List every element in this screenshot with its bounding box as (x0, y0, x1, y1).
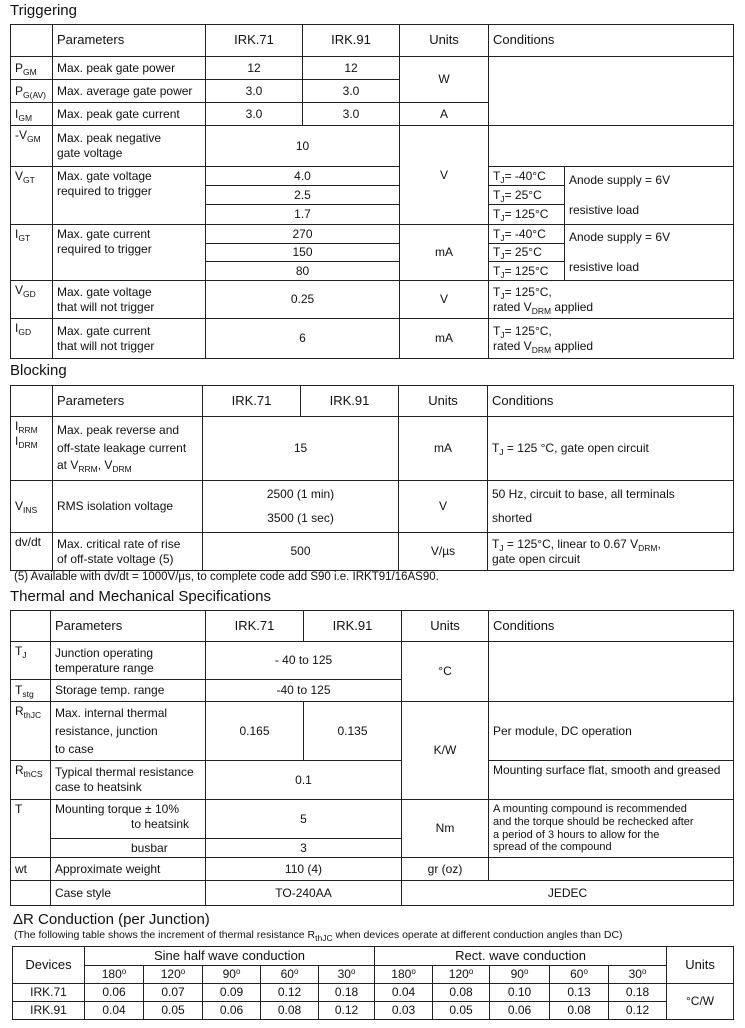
value: 0.1 (206, 761, 402, 800)
blocking-table (10, 385, 734, 571)
description: Storage temp. range (51, 680, 206, 702)
description: Max. gate current that will not trigger (53, 319, 206, 359)
description: Max. gate voltage that will not trigger (53, 281, 206, 319)
table-row (11, 761, 734, 800)
description: Case style (51, 881, 206, 906)
header-row (11, 25, 734, 57)
value: 15 (203, 417, 399, 481)
angle-header: 180$^o$ (375, 966, 433, 984)
value: 3 (206, 839, 402, 858)
symbol: $I_{GM}$ (11, 103, 53, 126)
section-title-dr-conduction: ΔR Conduction (per Junction) (13, 911, 210, 928)
condition: Per module, DC operation (489, 702, 734, 761)
value: 0.18 (319, 984, 375, 1002)
symbol: $P_{G(AV)}$ (11, 80, 53, 103)
symbol: $I_{GT}$ (11, 225, 53, 281)
condition: 50 Hz, circuit to base, all terminals shorted (488, 481, 734, 533)
table-row (11, 167, 734, 186)
irk71-header: IRK.71 (206, 611, 304, 642)
devices-header: Devices (13, 947, 85, 984)
temperature-condition: $T_J= -40^\circ C$ (489, 167, 565, 186)
symbol: $I_{GD}$ (11, 319, 53, 359)
table-row (13, 1002, 734, 1020)
value: 0.05 (433, 1002, 490, 1020)
angle-row (13, 966, 734, 984)
value: 0.03 (375, 1002, 433, 1020)
temperature-condition: $T_J= 25^\circ C$ (489, 244, 565, 262)
unit: Nm (402, 800, 489, 858)
conditions-cell (489, 126, 734, 167)
device: IRK.71 (13, 984, 85, 1002)
value: 0.08 (261, 1002, 319, 1020)
angle-header: 90$^o$ (490, 966, 550, 984)
description: RMS isolation voltage (53, 481, 203, 533)
value: 1.7 (206, 205, 400, 225)
unit: mA (400, 319, 489, 359)
description: Max. peak reverse and off-state leakage current at $V_{RRM}$, $V_{DRM}$ (53, 417, 203, 481)
unit: V (400, 126, 489, 225)
value: 0.25 (206, 281, 400, 319)
unit: K/W (402, 702, 489, 800)
unit: V (400, 281, 489, 319)
value: 2500 (1 min) 3500 (1 sec) (203, 481, 399, 533)
description: Max. gate voltage required to trigger (53, 167, 206, 225)
value: 3.0 (206, 103, 303, 126)
temperature-condition: $T_J= 125^\circ C$ (489, 205, 565, 225)
value: 150 (206, 244, 400, 262)
section-title-blocking: Blocking (10, 362, 67, 379)
value: 6 (206, 319, 400, 359)
conditions-header: Conditions (489, 611, 734, 642)
dr-conduction-table (12, 946, 734, 1020)
irk91-header: IRK.91 (301, 386, 399, 417)
irk91-header: IRK.91 (303, 25, 400, 57)
conditions-header: Conditions (489, 25, 734, 57)
conditions-cell (489, 858, 734, 881)
temperature-condition: $T_J= 125^\circ C$ (489, 262, 565, 281)
table-row (11, 481, 734, 533)
value: 500 (203, 533, 399, 571)
angle-header: 30$^o$ (319, 966, 375, 984)
value: 3.0 (303, 80, 400, 103)
value: -40 to 125 (206, 680, 402, 702)
units-header: Units (400, 25, 489, 57)
value: 80 (206, 262, 400, 281)
value: 0.18 (609, 984, 667, 1002)
symbol: $R_{thJC}$ (11, 702, 51, 761)
value: 0.10 (490, 984, 550, 1002)
symbol: $R_{thCS}$ (11, 761, 51, 800)
symbol: $I_{RRM}$ $I_{DRM}$ (11, 417, 53, 481)
value: 110 (4) (206, 858, 402, 881)
description: Max. internal thermal resistance, junction to case (51, 702, 206, 761)
angle-header: 60$^o$ (261, 966, 319, 984)
value: 0.08 (433, 984, 490, 1002)
table-row (11, 417, 734, 481)
value: 0.06 (490, 1002, 550, 1020)
condition: JEDEC (402, 881, 734, 906)
table-row (11, 702, 734, 761)
condition: $T_J= 125^\circ C$, rated $V_{DRM}$ applied (489, 319, 734, 359)
unit: V (399, 481, 488, 533)
description: Max. peak gate power (53, 57, 206, 80)
unit: W (400, 57, 489, 103)
table-row (11, 642, 734, 680)
unit: °C (402, 642, 489, 702)
header-row (11, 611, 734, 642)
value: 0.04 (85, 1002, 144, 1020)
value: 0.13 (550, 984, 609, 1002)
description: Max. peak negative gate voltage (53, 126, 206, 167)
table-row (13, 984, 734, 1002)
value: 0.12 (319, 1002, 375, 1020)
table-row (11, 57, 734, 80)
device: IRK.91 (13, 1002, 85, 1020)
value: 0.12 (609, 1002, 667, 1020)
irk71-header: IRK.71 (206, 25, 303, 57)
symbol: $V_{GD}$ (11, 281, 53, 319)
symbol: $V_{INS}$ (11, 481, 53, 533)
value: 12 (206, 57, 303, 80)
value: 0.09 (203, 984, 261, 1002)
irk71-header: IRK.71 (203, 386, 301, 417)
angle-header: 120$^o$ (433, 966, 490, 984)
parameters-header: Parameters (53, 25, 206, 57)
symbol: dv/dt (11, 533, 53, 571)
condition: $T_J= 125^\circ C$, rated $V_{DRM}$ applied (489, 281, 734, 319)
conditions-cell (489, 642, 734, 702)
value: 4.0 (206, 167, 400, 186)
table-row (11, 319, 734, 359)
value: 3.0 (303, 103, 400, 126)
value: 0.05 (144, 1002, 203, 1020)
value: 0.135 (304, 702, 402, 761)
condition: Mounting surface flat, smooth and greased (489, 761, 734, 800)
table-row (11, 225, 734, 244)
symbol: $T_{stg}$ (11, 680, 51, 702)
header-row (13, 947, 734, 966)
condition: $T_J = 125$ °C, gate open circuit (488, 417, 734, 481)
angle-header: 30$^o$ (609, 966, 667, 984)
temperature-condition: $T_J= -40^\circ C$ (489, 225, 565, 244)
unit: mA (400, 225, 489, 281)
thermal-table (10, 610, 734, 906)
value: 0.165 (206, 702, 304, 761)
symbol: $T_J$ (11, 642, 51, 680)
section-title-triggering: Triggering (10, 2, 77, 19)
unit: gr (oz) (402, 858, 489, 881)
section-title-thermal: Thermal and Mechanical Specifications (10, 588, 271, 605)
angle-header: 120$^o$ (144, 966, 203, 984)
symbol: $V_{GT}$ (11, 167, 53, 225)
description: Max. gate current required to trigger (53, 225, 206, 281)
units-header: Units (667, 947, 734, 984)
value: TO-240AA (206, 881, 402, 906)
value: 10 (206, 126, 400, 167)
value: 270 (206, 225, 400, 244)
description: Max. peak gate current (53, 103, 206, 126)
parameters-header: Parameters (53, 386, 203, 417)
angle-header: 90$^o$ (203, 966, 261, 984)
value: - 40 to 125 (206, 642, 402, 680)
table-row (11, 281, 734, 319)
anode-condition: Anode supply = 6V resistive load (565, 167, 734, 225)
footnote: (5) Available with dv/dt = 1000V/µs, to complete code add S90 i.e. IRKT91/16AS90. (14, 571, 439, 583)
unit: °C/W (667, 984, 734, 1020)
conditions-header: Conditions (488, 386, 734, 417)
table-row (11, 881, 734, 906)
conditions-cell (489, 57, 734, 126)
value: 2.5 (206, 186, 400, 205)
table-row (11, 533, 734, 571)
rect-header: Rect. wave conduction (375, 947, 667, 966)
unit: mA (399, 417, 488, 481)
value: 0.07 (144, 984, 203, 1002)
triggering-table (10, 24, 734, 359)
units-header: Units (402, 611, 489, 642)
table-row (11, 126, 734, 167)
symbol: wt (11, 858, 51, 881)
unit: A (400, 103, 489, 126)
table-row (11, 858, 734, 881)
sine-header: Sine half wave conduction (85, 947, 375, 966)
description: Max. critical rate of rise of off-state voltage (5) (53, 533, 203, 571)
description: Typical thermal resistance case to heatsink (51, 761, 206, 800)
symbol: $-V_{GM}$ (11, 126, 53, 167)
value: 12 (303, 57, 400, 80)
header-row (11, 386, 734, 417)
symbol: T (11, 800, 51, 858)
units-header: Units (399, 386, 488, 417)
value: 0.04 (375, 984, 433, 1002)
value: 3.0 (206, 80, 303, 103)
value: 0.08 (550, 1002, 609, 1020)
description: Approximate weight (51, 858, 206, 881)
temperature-condition: $T_J= 25^\circ C$ (489, 186, 565, 205)
value: 0.06 (203, 1002, 261, 1020)
description: Mounting torque ± 10% to heatsink (51, 800, 206, 839)
value: 5 (206, 800, 402, 839)
angle-header: 180$^o$ (85, 966, 144, 984)
parameters-header: Parameters (51, 611, 206, 642)
dr-subtitle: (The following table shows the increment of thermal resistance $R_{thJC}$ when devices operate at different conduction angles than DC) (14, 929, 623, 943)
description: busbar (51, 839, 206, 858)
description: Junction operating temperature range (51, 642, 206, 680)
value: 0.06 (85, 984, 144, 1002)
anode-condition: Anode supply = 6V resistive load (565, 225, 734, 281)
value: 0.12 (261, 984, 319, 1002)
angle-header: 60$^o$ (550, 966, 609, 984)
condition: $T_J = 125^\circ C$, linear to 0.67 $V_{DRM}$, gate open circuit (488, 533, 734, 571)
table-row (11, 800, 734, 839)
irk91-header: IRK.91 (304, 611, 402, 642)
symbol: $P_{GM}$ (11, 57, 53, 80)
condition: A mounting compound is recommended and the torque should be rechecked after a period of 3 hours to allow for the spread of the compound (489, 800, 734, 858)
unit: V/µs (399, 533, 488, 571)
description: Max. average gate power (53, 80, 206, 103)
